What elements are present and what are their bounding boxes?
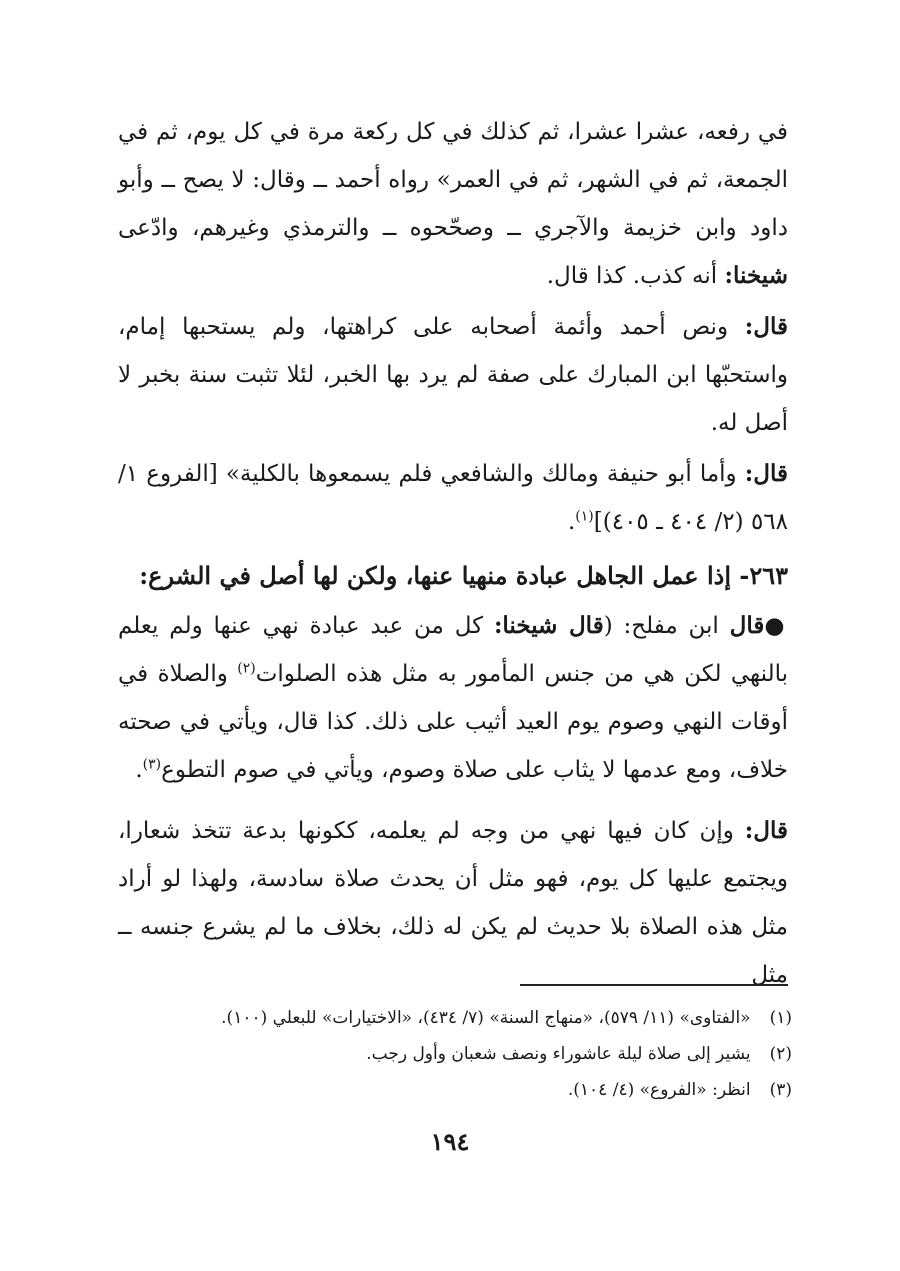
footnote-text: انظر: «الفروع» (٤/ ١٠٤). (567, 1080, 751, 1100)
paragraph-4-text-2: والصلاة في أوقات النهي وصوم يوم العيد أثيب على ذلك. كذا قال، ويأتي في صحته خلاف، ومع عدمها لا يثاب على صلاة وصوم، ويأتي في صوم التطوع (118, 661, 788, 783)
paragraph-5-lead: قال: (744, 817, 788, 844)
paragraph-3-lead: قال: (744, 460, 788, 487)
paragraph-3 (118, 450, 788, 546)
footnote-ref-1: (١) (575, 508, 594, 525)
footnote-number: (١) (769, 1008, 792, 1028)
footnote-number: (٣) (769, 1080, 792, 1100)
paragraph-4-end: . (135, 757, 143, 783)
bullet-icon: ● (764, 612, 788, 639)
paragraph-1 (118, 108, 788, 300)
paragraph-4-lead-2: قال شيخنا: (493, 612, 604, 639)
footnote-ref-3: (٣) (142, 756, 162, 773)
paragraph-2-text: ونص أحمد وأئمة أصحابه على كراهتها، ولم يستحبها إمام، واستحبّها ابن المبارك على صفة لم يرد بها الخبر، لئلا تثبت سنة بخبر لا أصل له. (118, 314, 788, 436)
paragraph-4 (118, 602, 788, 794)
footnote-item (118, 1000, 792, 1036)
footnote-ref-2: (٢) (237, 660, 256, 677)
footnote-item (118, 1072, 792, 1108)
paragraph-5 (118, 807, 788, 999)
paragraph-4-text: كل من عبد عبادة نهي عنها ولم يعلم بالنهي لكن هي من جنس المأمور به مثل هذه الصلوات (118, 613, 788, 687)
footnote-text: يشير إلى صلاة ليلة عاشوراء ونصف شعبان وأول رجب. (366, 1044, 751, 1064)
paragraph-1-text: في رفعه، عشرا عشرا، ثم كذلك في كل ركعة مرة في كل يوم، ثم في الجمعة، ثم في الشهر، ثم في العمر» رواه أحمد ــ وقال: لا يصح ــ وأبو داود وابن خزيمة والآجري ــ وصحّحوه ــ والترمذي وغيرهم، وادّعى (118, 119, 788, 241)
paragraph-4-lead-1: قال (729, 612, 765, 639)
footnotes-list (118, 1000, 792, 1108)
section-heading-263: ٢٦٣- إذا عمل الجاهل عبادة منهيا عنها، ولكن لها أصل في الشرع: (139, 561, 788, 590)
paragraph-5-text: وإن كان فيها نهي من وجه لم يعلمه، ككونها بدعة تتخذ شعارا، ويجتمع عليها كل يوم، فهو مثل أن يحدث صلاة سادسة، ولهذا لو أراد مثل هذه الصلاة بلا حديث لم يكن له ذلك، بخلاف ما لم يشرع جنسه ــ مثل (118, 818, 788, 988)
paragraph-2 (118, 303, 788, 447)
footnote-text: «الفتاوى» (١١/ ٥٧٩)، «منهاج السنة» (٧/ ٤٣٤)، «الاختيارات» للبعلي (١٠٠). (221, 1008, 751, 1028)
footnote-divider (520, 984, 788, 986)
paragraph-3-text: وأما أبو حنيفة ومالك والشافعي فلم يسمعوها بالكلية» [الفروع ١/ ٥٦٨ (٢/ ٤٠٤ ـ ٤٠٥)] (118, 461, 788, 535)
paragraph-4-mid-1: ابن مفلح: ( (603, 613, 730, 639)
paragraph-3-end: . (567, 509, 576, 535)
footnote-item (118, 1036, 792, 1072)
paragraph-1-tail: أنه كذب. كذا قال. (546, 263, 725, 289)
paragraph-1-lead: شيخنا: (724, 262, 788, 289)
page-number: ١٩٤ (430, 1127, 470, 1156)
footnote-number: (٢) (769, 1044, 792, 1064)
paragraph-2-lead: قال: (744, 313, 788, 340)
